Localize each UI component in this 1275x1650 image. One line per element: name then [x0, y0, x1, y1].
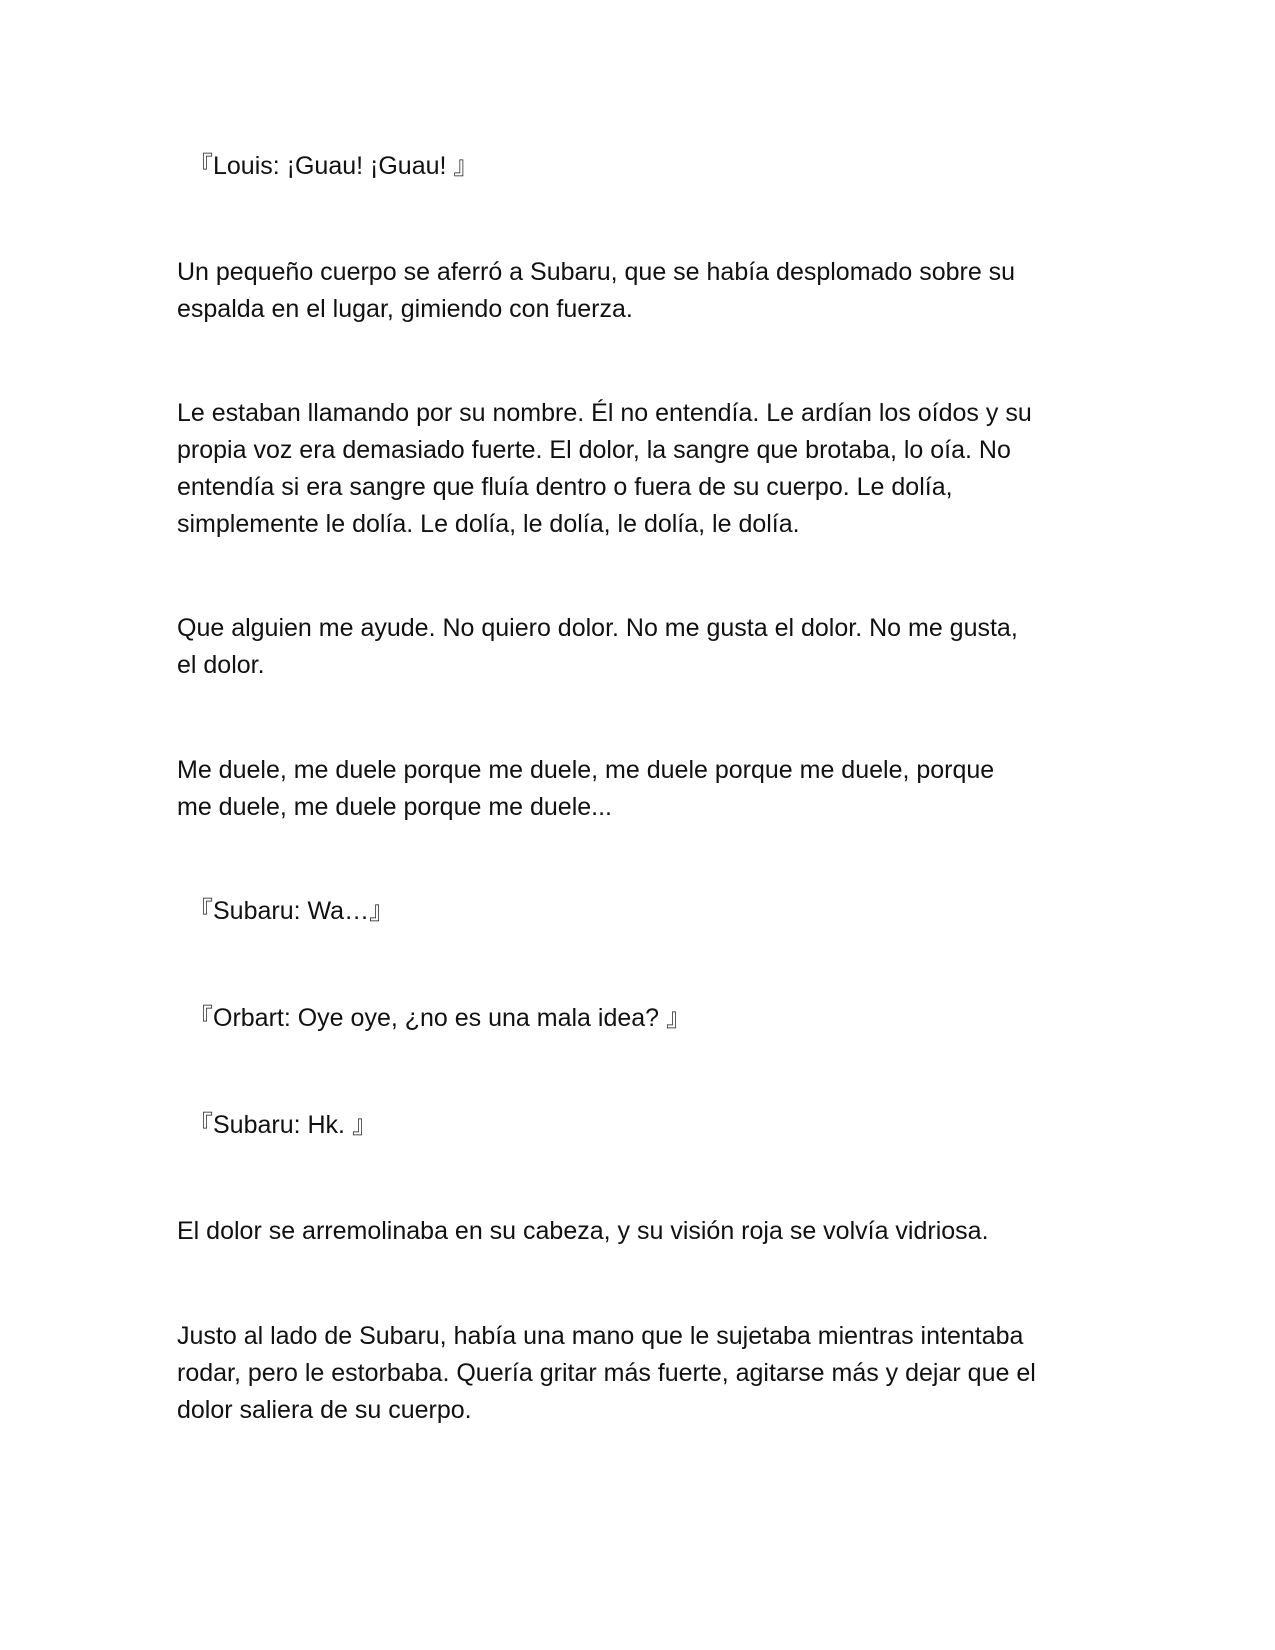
paragraph-2-line-2: propia voz era demasiado fuerte. El dolor, la sangre que brotaba, lo oía. No — [177, 436, 1011, 464]
paragraph-4-line-2: me duele, me duele porque me duele... — [177, 793, 612, 821]
paragraph-1-line-1: Un pequeño cuerpo se aferró a Subaru, que se había desplomado sobre su — [177, 258, 1016, 286]
paragraph-1-line-2: espalda en el lugar, gimiendo con fuerza. — [177, 295, 633, 323]
paragraph-3-line-2: el dolor. — [177, 651, 265, 679]
dialogue-line-subaru-wa: 『Subaru: Wa…』 — [188, 897, 395, 925]
paragraph-2-line-4: simplemente le dolía. Le dolía, le dolía, le dolía, le dolía. — [177, 510, 800, 538]
paragraph-5-line-1: El dolor se arremolinaba en su cabeza, y su visión roja se volvía vidriosa. — [177, 1217, 989, 1245]
dialogue-line-louis: 『Louis: ¡Guau! ¡Guau! 』 — [188, 152, 479, 180]
paragraph-6-line-2: rodar, pero le estorbaba. Quería gritar más fuerte, agitarse más y dejar que el — [177, 1359, 1036, 1387]
paragraph-4-line-1: Me duele, me duele porque me duele, me duele porque me duele, porque — [177, 756, 995, 784]
dialogue-line-orbart: 『Orbart: Oye oye, ¿no es una mala idea? 』 — [188, 1004, 692, 1032]
paragraph-3-line-1: Que alguien me ayude. No quiero dolor. No me gusta el dolor. No me gusta, — [177, 614, 1018, 642]
paragraph-6-line-1: Justo al lado de Subaru, había una mano que le sujetaba mientras intentaba — [177, 1322, 1024, 1350]
dialogue-line-subaru-hk: 『Subaru: Hk. 』 — [188, 1111, 377, 1139]
paragraph-2-line-1: Le estaban llamando por su nombre. Él no entendía. Le ardían los oídos y su — [177, 399, 1032, 427]
paragraph-2-line-3: entendía si era sangre que fluía dentro o fuera de su cuerpo. Le dolía, — [177, 473, 953, 501]
paragraph-6-line-3: dolor saliera de su cuerpo. — [177, 1396, 472, 1424]
